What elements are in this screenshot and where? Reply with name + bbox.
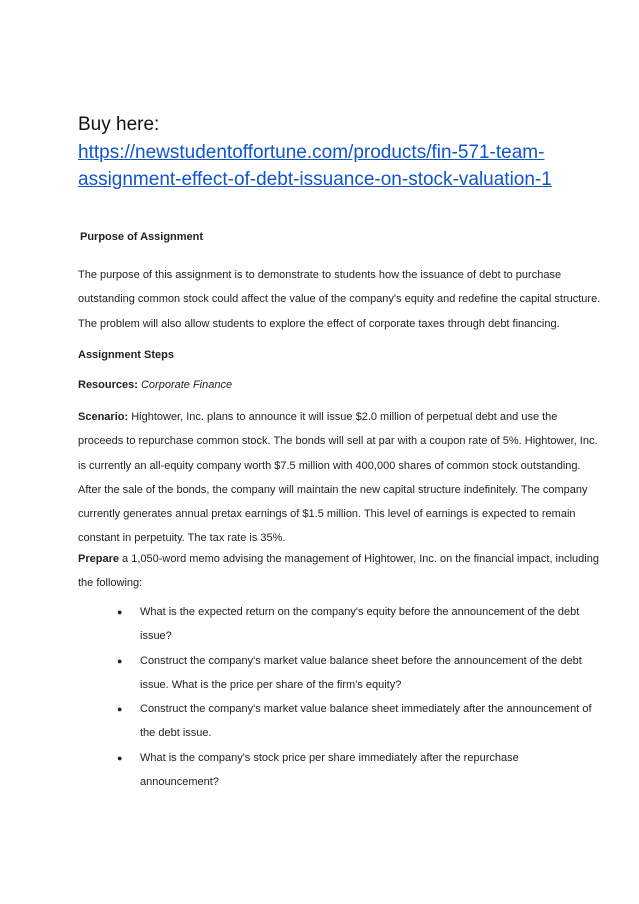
list-item	[78, 746, 573, 795]
purpose-line-1: The purpose of this assignment is to demonstrate to students how the issuance of debt to purchase	[78, 269, 562, 281]
assignment-steps-heading: Assignment Steps	[78, 349, 174, 361]
scenario-label: Scenario:	[78, 411, 129, 423]
list-item	[78, 600, 580, 649]
scenario-line-1-text: Hightower, Inc. plans to announce it will issue $2.0 million of perpetual debt and use the	[128, 411, 558, 423]
list-item-line-2: issue?	[140, 630, 172, 643]
bullet-icon: ●	[117, 704, 123, 715]
bullet-icon: ●	[117, 655, 123, 666]
list-item-line-2: the debt issue.	[140, 727, 212, 740]
prepare-paragraph	[78, 547, 599, 596]
list-item	[78, 697, 592, 746]
scenario-paragraph	[78, 405, 598, 551]
question-list	[78, 600, 592, 794]
scenario-line-3: is currently an all-equity company worth $7.5 million with 400,000 shares of common stock outstanding.	[78, 459, 581, 472]
prepare-line-1	[78, 547, 599, 571]
resources-line	[78, 373, 573, 397]
purpose-line-2: outstanding common stock could affect the value of the company's equity and redefine the capital structure.	[78, 293, 601, 306]
product-link-line-2[interactable]: assignment-effect-of-debt-issuance-on-stock-valuation-1	[78, 169, 552, 190]
prepare-label: Prepare	[78, 553, 119, 565]
purpose-heading: Purpose of Assignment	[80, 231, 204, 243]
product-link[interactable]	[78, 139, 578, 193]
list-item-line-1: Construct the company's market value balance sheet immediately after the announcement of	[140, 703, 592, 716]
resources-value: Corporate Finance	[140, 379, 233, 391]
purpose-paragraph	[78, 263, 601, 336]
list-item-line-1: Construct the company's market value balance sheet before the announcement of the debt	[140, 654, 582, 667]
purpose-line-3: The problem will also allow students to explore the effect of corporate taxes through debt financing.	[78, 317, 560, 330]
list-item	[78, 649, 582, 698]
prepare-line-2: the following:	[78, 577, 143, 590]
scenario-line-2: proceeds to repurchase common stock. The bonds will sell at par with a coupon rate of 5%. Hightower, Inc.	[78, 435, 598, 448]
list-item-line-1: What is the company's stock price per share immediately after the repurchase	[140, 751, 519, 764]
product-link-line-1[interactable]: https://newstudentoffortune.com/products/fin-571-team-	[78, 142, 545, 163]
list-item-line-2: announcement?	[140, 776, 219, 789]
scenario-line-6: constant in perpetuity. The tax rate is 35%.	[78, 532, 286, 545]
prepare-line-1-text: a 1,050-word memo advising the management of Hightower, Inc. on the financial impact, including	[118, 553, 599, 565]
buy-here-label: Buy here:	[78, 114, 160, 135]
bullet-icon: ●	[117, 607, 123, 617]
bullet-icon: ●	[117, 752, 123, 763]
resources-label: Resources:	[78, 379, 138, 391]
scenario-line-5: currently generates annual pretax earnings of $1.5 million. This level of earnings is expected to remain	[78, 508, 576, 521]
scenario-line-4: After the sale of the bonds, the company will maintain the new capital structure indefinitely. The company	[78, 483, 588, 496]
list-item-line-1: What is the expected return on the company's equity before the announcement of the debt	[140, 606, 580, 618]
list-item-line-2: issue. What is the price per share of the firm's equity?	[140, 678, 402, 691]
scenario-line-1	[78, 405, 573, 429]
